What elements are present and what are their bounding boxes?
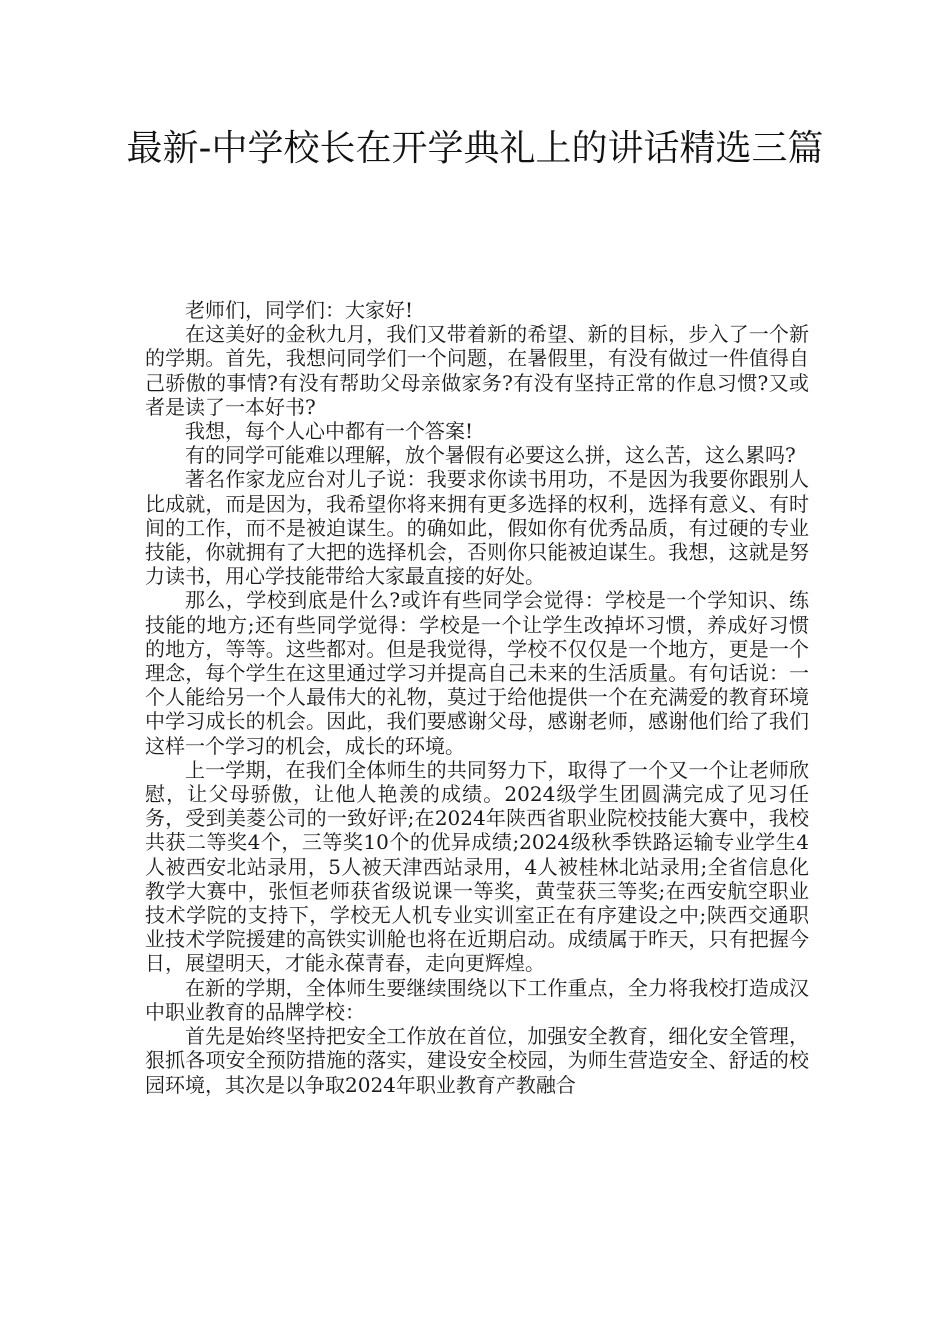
paragraph-answer: 我想，每个人心中都有一个答案! xyxy=(185,419,474,444)
paragraph-new-semester: 在这美好的金秋九月，我们又带着新的希望、新的目标，步入了一个新的学期。首先，我想问同学们一个问题，在暑假里，有没有做过一件值得自己骄傲的事情?有没有帮助父母亲做家务?有没有坚持正常的作息习惯?又或者是读了一本好书? xyxy=(145,322,809,419)
paragraph-new-goals: 在新的学期，全体师生要继续围绕以下工作重点，全力将我校打造成汉中职业教育的品牌学校： xyxy=(145,975,809,1024)
document-title: 最新-中学校长在开学典礼上的讲话精选三篇 xyxy=(126,128,824,169)
document-body xyxy=(145,298,809,1097)
paragraph-greeting: 老师们，同学们：大家好! xyxy=(185,298,414,322)
paragraph-quote: 著名作家龙应台对儿子说：我要求你读书用功，不是因为我要你跟别人比成就，而是因为，我希望你将来拥有更多选择的权利，选择有意义、有时间的工作，而不是被迫谋生。的确如此，假如你有优秀品质，有过硬的专业技能，你就拥有了大把的选择机会，否则你只能被迫谋生。我想，这就是努力读书，用心学技能带给大家最直接的好处。 xyxy=(145,467,809,589)
paragraph-achievements: 上一学期，在我们全体师生的共同努力下，取得了一个又一个让老师欣慰，让父母骄傲，让他人艳羡的成绩。2024级学生团圆满完成了见习任务，受到美菱公司的一致好评;在2024年陕西省职业院校技能大赛中，我校共获二等奖4个，三等奖10个的优异成绩;2024级秋季铁路运输专业学生4人被西安北站录用，5人被天津西站录用，4人被桂林北站录用;全省信息化教学大赛中，张恒老师获省级说课一等奖，黄莹获三等奖;在西安航空职业技术学院的支持下，学校无人机专业实训室正在有序建设之中;陕西交通职业技术学院援建的高铁实训舱也将在近期启动。成绩属于昨天，只有把握今日，展望明天，才能永葆青春，走向更辉煌。 xyxy=(145,757,809,976)
paragraph-safety: 首先是始终坚持把安全工作放在首位，加强安全教育，细化安全管理，狠抓各项安全预防措施的落实，建设安全校园，为师生营造安全、舒适的校园环境，其次是以争取2024年职业教育产教融合 xyxy=(145,1024,809,1097)
paragraph-question: 有的同学可能难以理解，放个暑假有必要这么拼，这么苦，这么累吗? xyxy=(185,443,796,468)
paragraph-school-meaning: 那么，学校到底是什么?或许有些同学会觉得：学校是一个学知识、练技能的地方;还有些同学觉得：学校是一个让学生改掉坏习惯，养成好习惯的地方，等等。这些都对。但是我觉得，学校不仅仅是一个地方，更是一个理念，每个学生在这里通过学习并提高自己未来的生活质量。有句话说：一个人能给另一个人最伟大的礼物，莫过于给他提供一个在充满爱的教育环境中学习成长的机会。因此，我们要感谢父母，感谢老师，感谢他们给了我们这样一个学习的机会，成长的环境。 xyxy=(145,588,809,758)
